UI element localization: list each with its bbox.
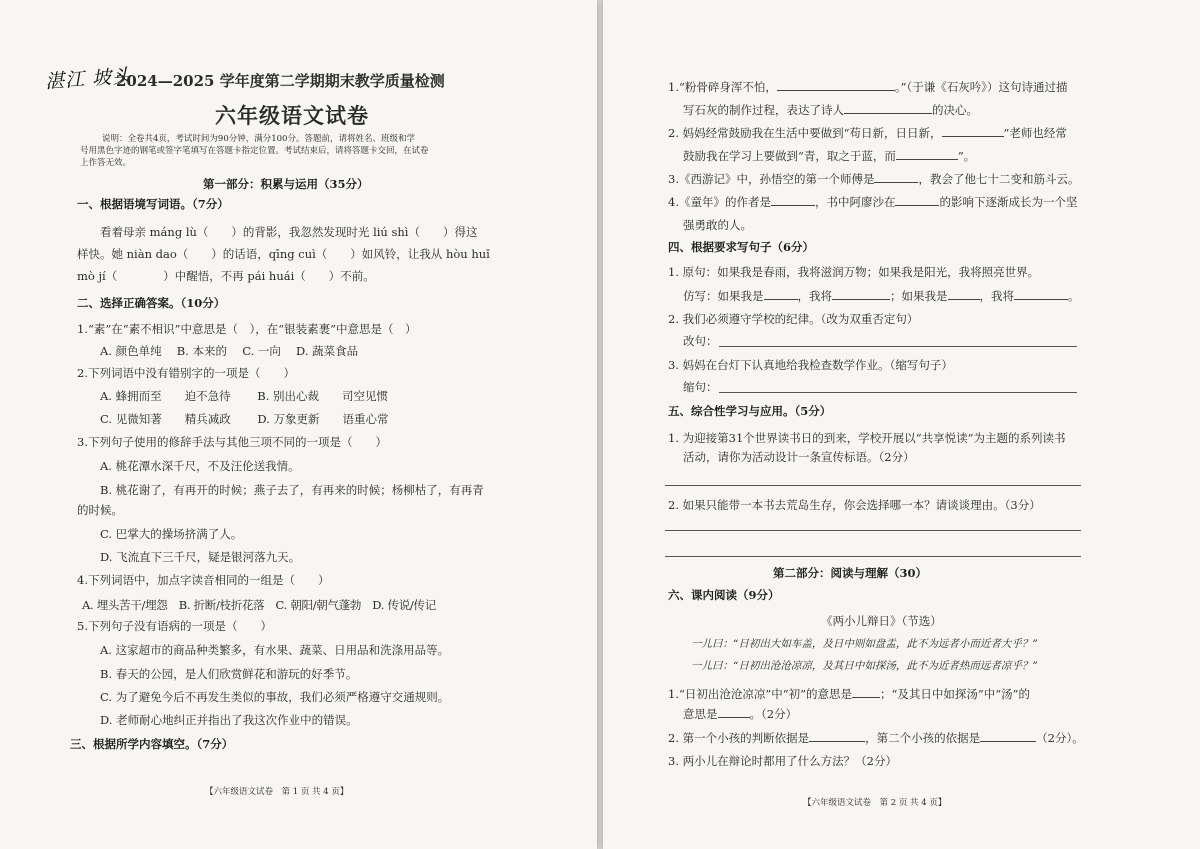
exam-page-1 xyxy=(0,0,597,849)
passage-line-2: 一儿曰：“日初出沧沧凉凉，及其日中如探汤，此不为近者热而远者凉乎？” xyxy=(691,660,1038,672)
fill1-line-a: 1.“粉骨碎身浑不怕， 。”（于谦《石灰吟》）这句诗通过描 xyxy=(668,80,1068,94)
read3-stem: 3. 两小儿在辩论时都用了什么方法？（2分） xyxy=(668,754,897,768)
fill4-line-b: 强勇敢的人。 xyxy=(683,218,752,232)
q3-option-c: C. 巴掌大的操场挤满了人。 xyxy=(100,527,243,541)
fill1-blank-2[interactable] xyxy=(844,113,932,114)
imitate-blank-4[interactable] xyxy=(1014,299,1068,300)
section4-title: 四、根据要求写句子（6分） xyxy=(668,240,815,254)
rewrite2-stem: 2. 我们必须遵守学校的纪律。（改为双重否定句） xyxy=(668,312,919,326)
q3-option-a: A. 桃花潭水深千尺，不及汪伦送我情。 xyxy=(100,459,300,473)
rewrite1-imitate: 仿写：如果我是 ，我将 ；如果我是 ，我将 。 xyxy=(683,289,1080,303)
q2-options-cd: C. 见微知著 精兵减政 D. 万象更新 语重心常 xyxy=(100,412,389,426)
passage-line-1: 一儿曰：“日初出大如车盖，及日中则如盘盂，此不为远者小而近者大乎？” xyxy=(691,638,1038,650)
q4-stem: 4.下列词语中，加点字读音相同的一组是（ ） xyxy=(77,573,330,587)
activity1-answer-line[interactable] xyxy=(665,485,1081,486)
fill4-blank-2[interactable] xyxy=(895,205,939,206)
q3-stem: 3.下列句子使用的修辞手法与其他三项不同的一项是（ ） xyxy=(77,435,387,449)
q1-stem: 1.“素”在“素不相识”中意思是（ ），在“银装素裹”中意思是（ ） xyxy=(77,322,417,336)
fill1-line-b: 写石灰的制作过程，表达了诗人 的决心。 xyxy=(683,103,978,117)
rewrite3-answer-line[interactable] xyxy=(719,392,1077,393)
fill3-line: 3.《西游记》中，孙悟空的第一个师傅是 ，教会了他七十二变和筋斗云。 xyxy=(668,172,1080,186)
section1-line-2: 样快。她 niàn dao（ ）的话语，qīng cuì（ ）如风铃，让我从 hòu huǐ xyxy=(77,247,490,261)
fill3-blank[interactable] xyxy=(874,182,918,183)
instructions-line-3: 上作答无效。 xyxy=(80,158,132,168)
q5-option-b: B. 春天的公园，是人们欣赏鲜花和游玩的好季节。 xyxy=(100,667,358,681)
read1-line-a: 1.“日初出沧沧凉凉”中“初”的意思是 ；“及其日中如探汤”中“汤”的 xyxy=(668,687,1031,701)
q5-option-d: D. 老师耐心地纠正并指出了我这次作业中的错误。 xyxy=(100,713,358,727)
read2-line: 2. 第一个小孩的判断依据是 ，第二个小孩的依据是 （2分）。 xyxy=(668,731,1084,745)
rewrite2-answer-line[interactable] xyxy=(719,346,1077,347)
part1-heading: 第一部分：积累与运用（35分） xyxy=(203,177,369,191)
rewrite3-label: 缩句： xyxy=(683,380,718,394)
activity2-stem: 2. 如果只能带一本书去荒岛生存，你会选择哪一本？请谈谈理由。（3分） xyxy=(668,498,1041,512)
instructions-line-1: 说明：全卷共4页，考试时间为90分钟，满分100分。答题前，请将姓名、班级和学 xyxy=(102,134,415,144)
q3-option-b-cont: 的时候。 xyxy=(77,503,123,517)
section3-title: 三、根据所学内容填空。（7分） xyxy=(70,737,234,751)
q1-options: A. 颜色单纯 B. 本来的 C. 一向 D. 蔬菜食品 xyxy=(100,344,359,358)
q5-option-c: C. 为了避免今后不再发生类似的事故，我们必须严格遵守交通规则。 xyxy=(100,690,450,704)
fill2-blank-1[interactable] xyxy=(942,136,1004,137)
q5-option-a: A. 这家超市的商品种类繁多，有水果、蔬菜、日用品和洗涤用品等。 xyxy=(100,643,450,657)
fill1-blank-1[interactable] xyxy=(777,90,895,91)
activity2-answer-line-1[interactable] xyxy=(665,530,1081,531)
activity1-line-a: 1. 为迎接第31个世界读书日的到来，学校开展以“共享悦读”为主题的系列读书 xyxy=(668,431,1066,445)
read1-blank-1[interactable] xyxy=(852,697,880,698)
handwritten-note: 湛江 坡头 xyxy=(44,64,133,94)
fill2-line-a: 2. 妈妈经常鼓励我在生活中要做到“苟日新，日日新， ”老师也经常 xyxy=(668,126,1067,140)
page2-footer: 【六年级语文试卷 第 2 页 共 4 页】 xyxy=(803,798,947,808)
fill4-blank-1[interactable] xyxy=(771,205,815,206)
q5-stem: 5.下列句子没有语病的一项是（ ） xyxy=(77,619,272,633)
section1-title: 一、根据语境写词语。（7分） xyxy=(77,197,229,211)
activity1-line-b: 活动，请你为活动设计一条宣传标语。（2分） xyxy=(683,450,915,464)
section2-title: 二、选择正确答案。（10分） xyxy=(77,296,226,310)
instructions-line-2: 号用黑色字迹的钢笔或签字笔填写在答题卡指定位置。考试结束后，请将答题卡交回，在试卷 xyxy=(80,146,429,156)
q4-options: A. 埋头苦干/埋怨 B. 折断/枝折花落 C. 朝阳/朝气蓬勃 D. 传说/传记 xyxy=(82,598,436,612)
exam-title: 2024—2025 学年度第二学期期末教学质量检测 xyxy=(116,72,445,90)
read1-blank-2[interactable] xyxy=(718,717,750,718)
exam-subtitle: 六年级语文试卷 xyxy=(215,103,369,128)
activity2-answer-line-2[interactable] xyxy=(665,556,1081,557)
imitate-blank-1[interactable] xyxy=(764,299,798,300)
q3-option-d: D. 飞流直下三千尺，疑是银河落九天。 xyxy=(100,550,301,564)
read2-blank-1[interactable] xyxy=(809,741,865,742)
imitate-blank-3[interactable] xyxy=(948,299,980,300)
part2-heading: 第二部分：阅读与理解（30） xyxy=(773,566,928,580)
rewrite2-label: 改句： xyxy=(683,334,718,348)
rewrite3-stem: 3. 妈妈在台灯下认真地给我检查数学作业。（缩写句子） xyxy=(668,358,953,372)
section1-line-1: 看着母亲 máng lù（ ）的背影，我忽然发现时光 liú shì（ ）得这 xyxy=(100,225,478,239)
read1-line-b: 意思是 。（2分） xyxy=(683,707,798,721)
passage-title: 《两小儿辩日》（节选） xyxy=(821,614,942,628)
fill4-line-a: 4.《童年》的作者是 ，书中阿廖沙在 的影响下逐渐成长为一个坚 xyxy=(668,195,1078,209)
section6-title: 六、课内阅读（9分） xyxy=(668,588,780,602)
fill2-blank-2[interactable] xyxy=(896,159,958,160)
section5-title: 五、综合性学习与应用。（5分） xyxy=(668,404,832,418)
rewrite1-original: 1. 原句：如果我是春雨，我将滋润万物；如果我是阳光，我将照亮世界。 xyxy=(668,265,1040,279)
exam-page-2 xyxy=(603,0,1200,849)
fill2-line-b: 鼓励我在学习上要做到“青，取之于蓝，而 ”。 xyxy=(683,149,976,163)
q2-options-ab: A. 蜂拥而至 迫不急待 B. 别出心裁 司空见惯 xyxy=(100,389,389,403)
section1-line-3: mò jí（ ）中醒悟，不再 pái huái（ ）不前。 xyxy=(77,269,375,283)
imitate-blank-2[interactable] xyxy=(832,299,890,300)
read2-blank-2[interactable] xyxy=(980,741,1036,742)
q2-stem: 2.下列词语中没有错别字的一项是（ ） xyxy=(77,366,295,380)
q3-option-b: B. 桃花谢了，有再开的时候；燕子去了，有再来的时候；杨柳枯了，有再青 xyxy=(100,483,484,497)
page1-footer: 【六年级语文试卷 第 1 页 共 4 页】 xyxy=(205,787,349,797)
